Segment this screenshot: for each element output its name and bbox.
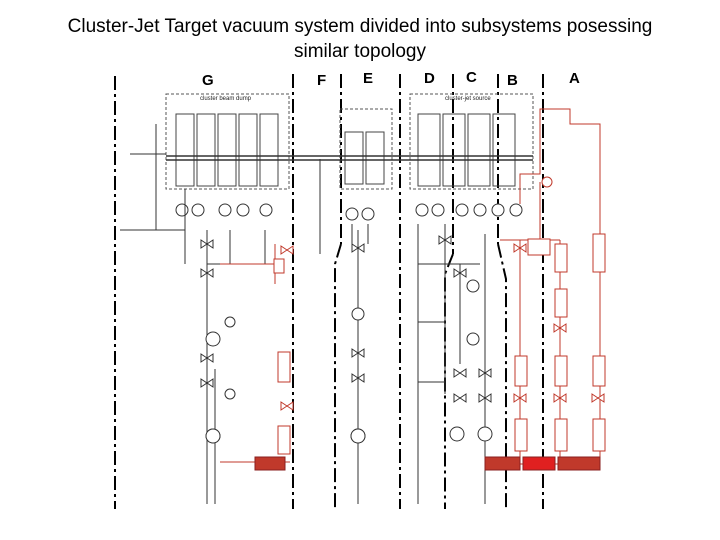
gas-bottle-G <box>255 457 285 470</box>
label-E: E <box>363 70 374 87</box>
beam-dump-box <box>166 94 289 189</box>
turbo-pumps <box>176 204 522 220</box>
label-B: B <box>507 72 518 89</box>
label-D: D <box>424 70 435 87</box>
title-line-2: similar topology <box>294 41 426 62</box>
valves-DC <box>439 236 492 441</box>
title-line-1: Cluster-Jet Target vacuum system divided into subsystems posessing <box>67 16 653 37</box>
separator-lines <box>115 74 543 509</box>
piping-E <box>320 159 368 504</box>
label-A: A <box>569 70 580 87</box>
slide-title <box>0 14 720 64</box>
beam-dump-label: cluster beam dump <box>200 96 252 102</box>
jet-source-label: cluster-jet source <box>445 96 491 102</box>
piping-G <box>120 124 280 504</box>
red-box-B <box>528 239 550 255</box>
red-valves-G <box>274 246 293 454</box>
gauges-G <box>206 317 235 443</box>
label-G: G <box>202 72 214 89</box>
vacuum-schematic <box>100 64 640 514</box>
beam-pipe <box>166 156 533 160</box>
label-C: C <box>466 69 477 86</box>
beam-dump-stages <box>176 114 515 186</box>
gas-bottles-ABC <box>485 457 600 470</box>
label-F: F <box>317 72 327 89</box>
piping-DC <box>418 224 485 504</box>
